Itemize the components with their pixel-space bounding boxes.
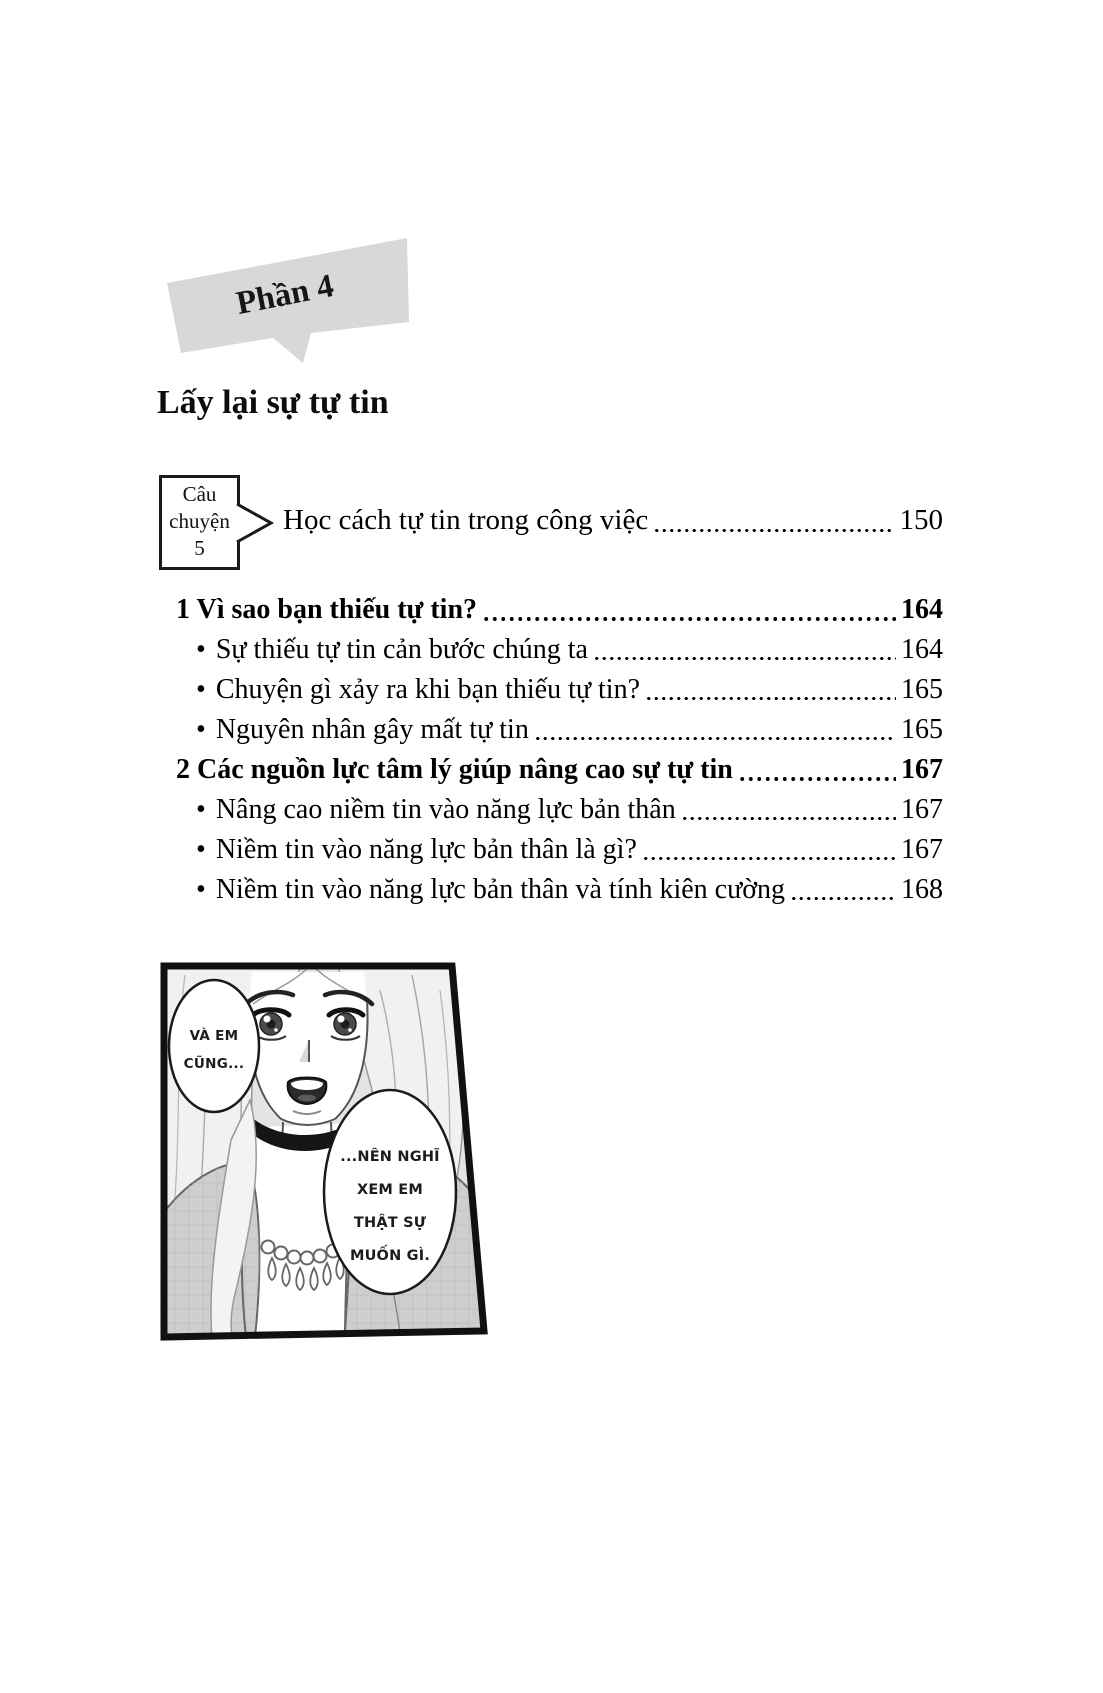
dot-leader [591, 630, 898, 670]
toc-label: Nâng cao niềm tin vào năng lực bản thân [215, 794, 676, 825]
bullet-icon: • [196, 834, 206, 865]
bubble1-line2: CŨNG... [183, 1056, 245, 1072]
page-title: Lấy lại sự tự tin [157, 384, 389, 421]
story-tab-line1: Câu [182, 482, 217, 506]
dot-leader [532, 710, 898, 750]
toc-row-bullet [176, 870, 943, 910]
table-of-contents [176, 590, 943, 910]
dot-leader [679, 790, 898, 830]
toc-page-number: 164 [901, 594, 943, 625]
bubble2-line2: XEM EM [356, 1182, 424, 1198]
toc-row-bullet [176, 630, 943, 670]
dot-leader [480, 590, 898, 630]
story-tab-label [160, 481, 239, 562]
story-page-number: 150 [899, 504, 943, 536]
toc-label: 2 Các nguồn lực tâm lý giúp nâng cao sự tự tin [176, 754, 733, 785]
bubble2-line1: ...NÊN NGHĨ [340, 1149, 440, 1165]
bubble1-line1: VÀ EM [189, 1028, 239, 1044]
toc-row-section-2 [176, 750, 943, 790]
toc-label: Nguyên nhân gây mất tự tin [215, 714, 529, 745]
toc-page-number: 165 [901, 674, 943, 705]
toc-page-number: 164 [901, 634, 943, 665]
speech-bubble-right-text [322, 1141, 458, 1273]
toc-label: Niềm tin vào năng lực bản thân và tính kiên cường [215, 874, 786, 905]
story-tab-line2: chuyện [169, 509, 230, 533]
toc-row-bullet [176, 830, 943, 870]
bubble2-line4: MUỐN GÌ. [349, 1248, 431, 1264]
bullet-icon: • [196, 674, 206, 705]
toc-label: Sự thiếu tự tin cản bước chúng ta [215, 634, 588, 665]
dot-leader [736, 750, 898, 790]
story-tab-line3: 5 [194, 536, 205, 560]
part-banner-label: Phần 4 [233, 267, 337, 323]
toc-label: Chuyện gì xảy ra khi bạn thiếu tự tin? [215, 674, 641, 705]
story-title: Học cách tự tin trong công việc [283, 504, 649, 536]
toc-row-section-1 [176, 590, 943, 630]
toc-row-bullet [176, 790, 943, 830]
bubble2-line3: THẬT SỰ [353, 1215, 427, 1231]
toc-page-number: 167 [901, 834, 943, 865]
story-tab-pointer-fill [236, 505, 271, 541]
bullet-icon: • [196, 634, 206, 665]
toc-page-number: 165 [901, 714, 943, 745]
toc-page-number: 167 [901, 794, 943, 825]
toc-page-number: 168 [901, 874, 943, 905]
dot-leader [788, 870, 898, 910]
toc-row-bullet [176, 670, 943, 710]
toc-label: Niềm tin vào năng lực bản thân là gì? [215, 834, 637, 865]
story-title-row [283, 498, 943, 542]
bullet-icon: • [196, 874, 206, 905]
speech-bubble-left-text [166, 1022, 262, 1078]
toc-page-number: 167 [901, 754, 943, 785]
dot-leader [651, 498, 896, 542]
bullet-icon: • [196, 714, 206, 745]
toc-row-bullet [176, 710, 943, 750]
toc-label: 1 Vì sao bạn thiếu tự tin? [176, 594, 478, 625]
dot-leader [643, 670, 898, 710]
bullet-icon: • [196, 794, 206, 825]
dot-leader [640, 830, 898, 870]
